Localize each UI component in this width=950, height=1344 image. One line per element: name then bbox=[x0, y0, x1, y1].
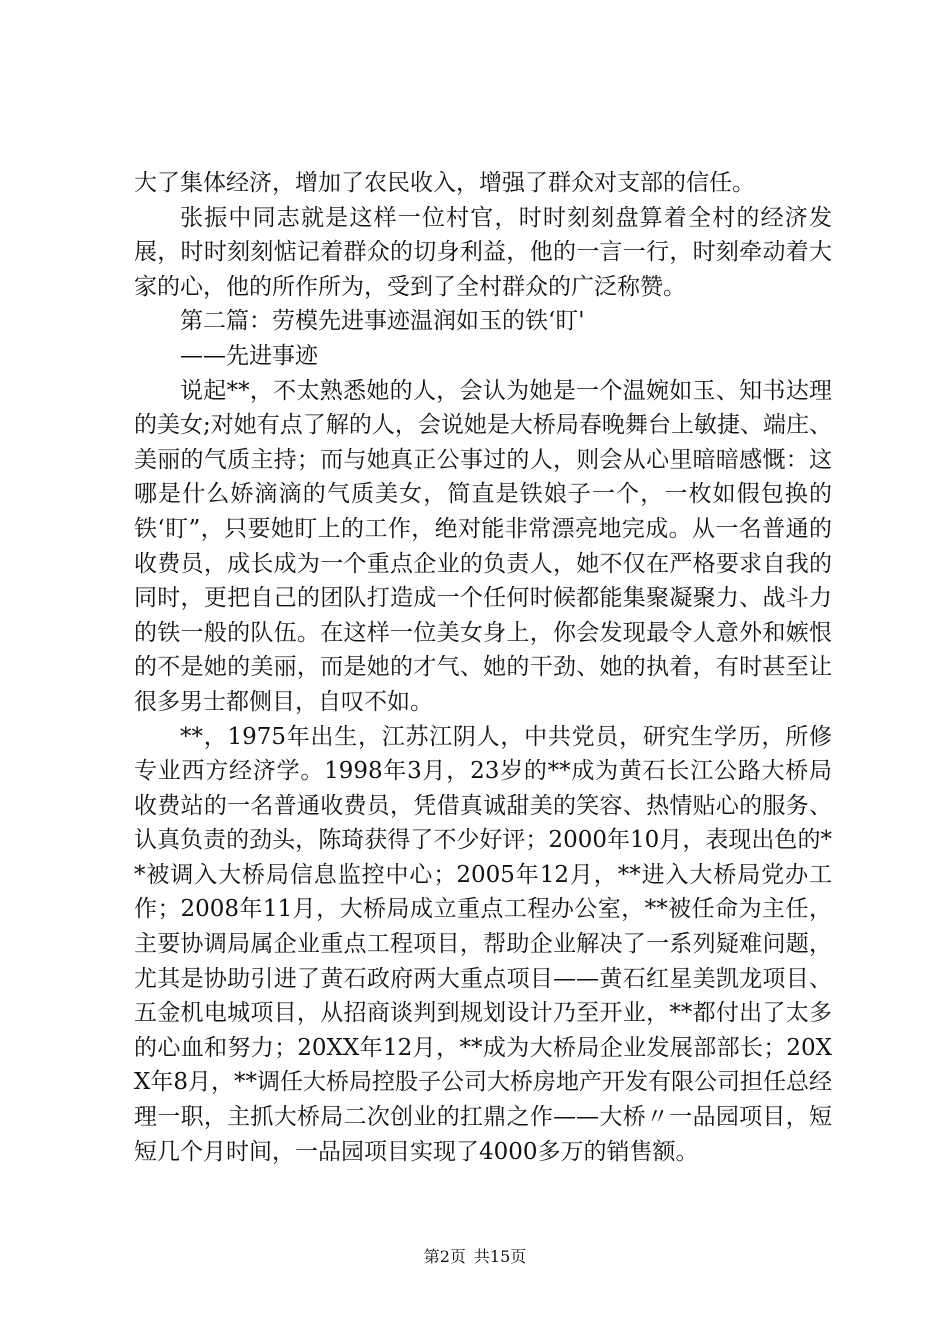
section-heading: 第二篇：劳模先进事迹温润如玉的铁‘盯' bbox=[180, 308, 585, 335]
document-body bbox=[134, 166, 832, 1169]
section-subheading: ——先进事迹 bbox=[180, 342, 318, 369]
paragraph-biography: **，1975年出生，江苏江阴人，中共党员，研究生学历，所修专业西方经济学。1998年3月，23岁的**成为黄石长江公路大桥局收费站的一名普通收费员，凭借真诚甜美的笑容、热情贴心的服务、认真负责的劲头，陈琦获得了不少好评；2000年10月，表现出色的**被调入大桥局信息监控中心；2005年12月，**进入大桥局党办工作；2008年11月，大桥局成立重点工程办公室，**被任命为主任，主要协调局属企业重点工程项目，帮助企业解决了一系列疑难问题，尤其是协助引进了黄石政府两大重点项目——黄石红星美凯龙项目、五金机电城项目，从招商谈判到规划设计乃至开业，**都付出了太多的心血和努力；20XX年12月，**成为大桥局企业发展部部长；20XX年8月，**调任大桥局控股子公司大桥房地产开发有限公司担任总经理一职，主抓大桥局二次创业的扛鼎之作——大桥〃一品园项目，短短几个月时间，一品园项目实现了4000多万的销售额。 bbox=[134, 723, 833, 1165]
paragraph-introduction: 说起**，不太熟悉她的人，会认为她是一个温婉如玉、知书达理的美女;对她有点了解的人，会说她是大桥局春晚舞台上敏捷、端庄、美丽的气质主持；而与她真正公事过的人，则会从心里暗暗感慨：这哪是什么娇滴滴的气质美女，简直是铁娘子一个，一枚如假包换的铁‘盯”，只要她盯上的工作，绝对能非常漂亮地完成。从一名普通的收费员，成长成为一个重点企业的负责人，她不仅在严格要求自我的同时，更把自己的团队打造成一个任何时候都能集聚凝聚力、战斗力的铁一般的队伍。在这样一位美女身上，你会发现最令人意外和嫉恨的不是她的美丽，而是她的才气、她的干劲、她的执着，有时甚至让很多男士都侧目，自叹不如。 bbox=[134, 377, 832, 715]
page-footer bbox=[0, 1247, 950, 1267]
paragraph-zhang-zhenzhong: 张振中同志就是这样一位村官，时时刻刻盘算着全村的经济发展，时时刻刻惦记着群众的切身利益，他的一言一行，时刻牵动着大家的心，他的所作所为，受到了全村群众的广泛称赞。 bbox=[134, 204, 832, 300]
paragraph-continuation: 大了集体经济，增加了农民收入，增强了群众对支部的信任。 bbox=[134, 170, 755, 196]
page-number: 第2页 bbox=[423, 1247, 466, 1266]
page-total: 共15页 bbox=[473, 1247, 527, 1266]
